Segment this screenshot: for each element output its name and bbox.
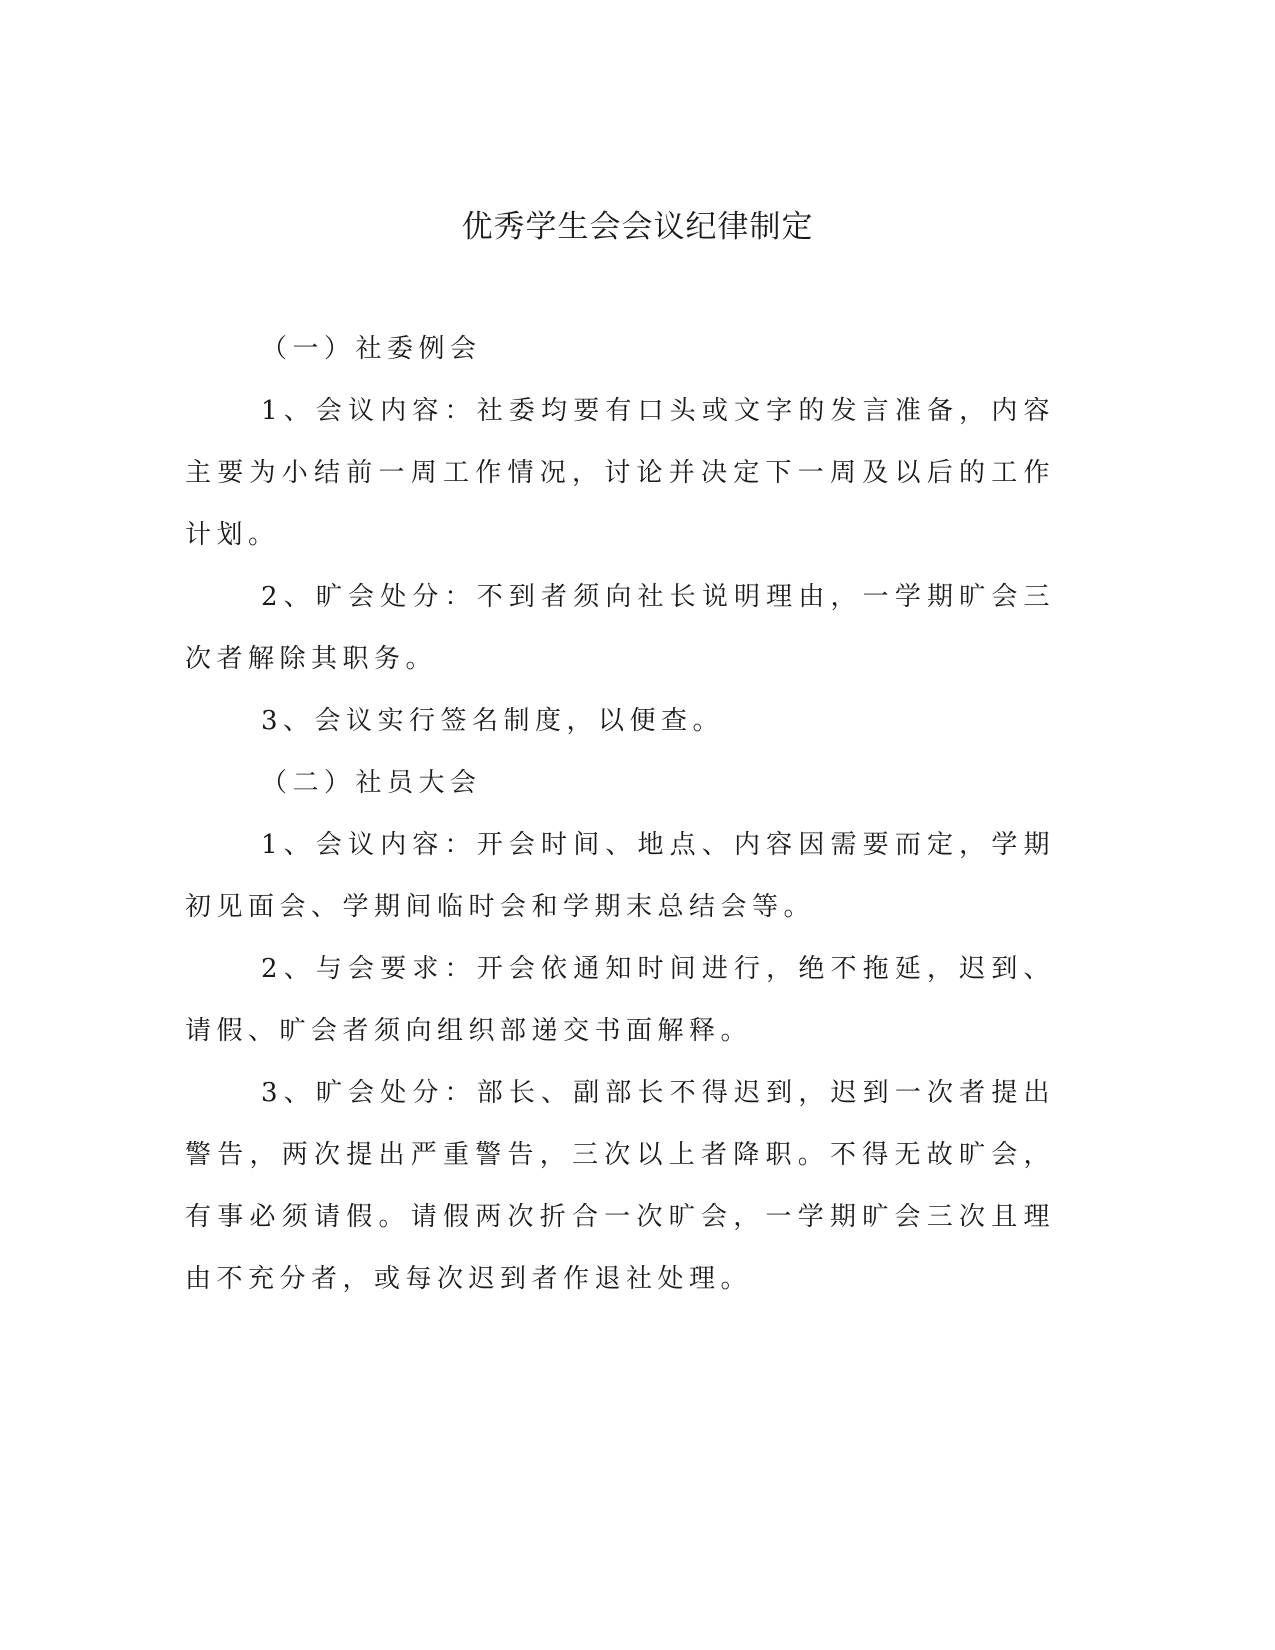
section2-item-3: 3、旷会处分：部长、副部长不得迟到，迟到一次者提出警告，两次提出严重警告，三次以上者降职。不得无故旷会，有事必须请假。请假两次折合一次旷会，一学期旷会三次且理由不充分者，或每次迟到者作退社处理。 (185, 1078, 1055, 1294)
section2-item-1: 1、会议内容：开会时间、地点、内容因需要而定，学期初见面会、学期间临时会和学期末总结会等。 (185, 830, 1055, 922)
section1-item-3: 3、会议实行签名制度，以便查。 (261, 706, 725, 736)
document-body (185, 318, 1055, 1310)
section-heading-2: （二）社员大会 (261, 768, 482, 798)
section-heading-1: （一）社委例会 (261, 334, 482, 364)
section2-item-2: 2、与会要求：开会依通知时间进行，绝不拖延，迟到、请假、旷会者须向组织部递交书面解释。 (185, 954, 1055, 1046)
section1-item-2: 2、旷会处分：不到者须向社长说明理由，一学期旷会三次者解除其职务。 (185, 582, 1055, 674)
section1-item-1: 1、会议内容：社委均要有口头或文字的发言准备，内容主要为小结前一周工作情况，讨论并决定下一周及以后的工作计划。 (185, 396, 1055, 550)
document-title: 优秀学生会会议纪律制定 (461, 209, 814, 245)
